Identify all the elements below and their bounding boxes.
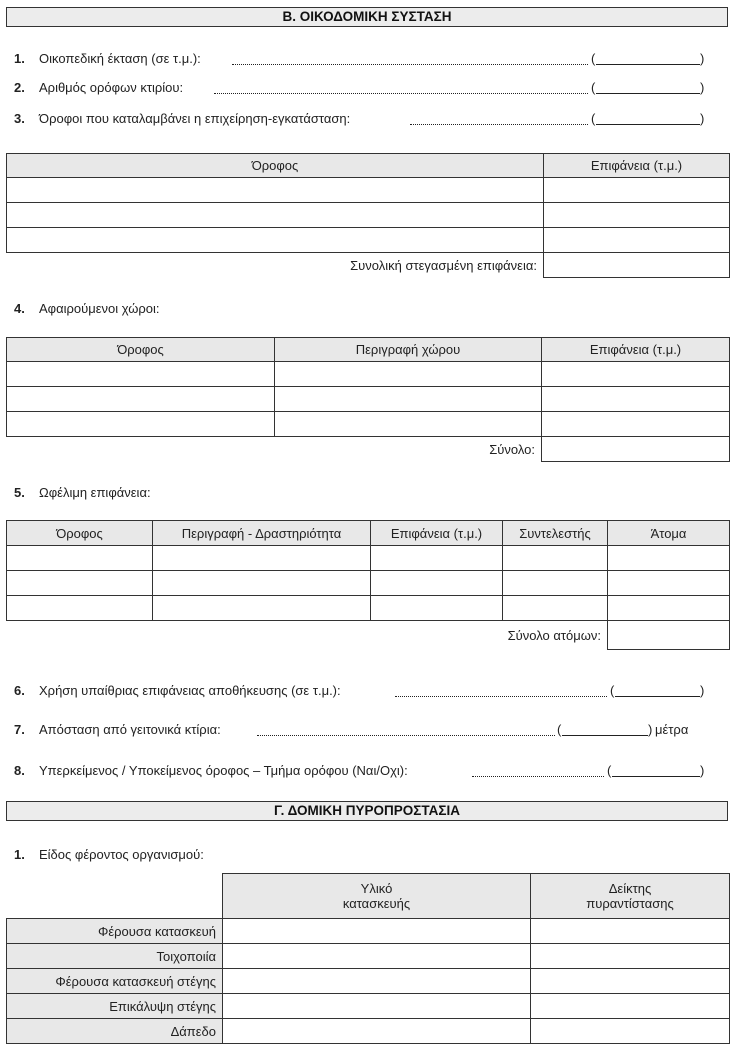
row-label-roof-covering: Επικάλυψη στέγης xyxy=(7,994,223,1019)
floors-header-area: Επιφάνεια (τ.μ.) xyxy=(544,154,730,178)
useful-header-activity: Περιγραφή - Δραστηριότητα xyxy=(153,521,371,546)
outdoor-storage-field[interactable] xyxy=(395,696,607,697)
area-cell[interactable] xyxy=(542,412,730,437)
table-row xyxy=(7,228,730,253)
fire-resistance-header: Δείκτης πυραντίστασης xyxy=(531,874,730,919)
neighbor-distance-unit-field[interactable] xyxy=(562,735,648,736)
deducted-total-cell[interactable] xyxy=(542,437,730,462)
above-below-floor-field[interactable] xyxy=(472,776,604,777)
section-c-title: Γ. ΔΟΜΙΚΗ ΠΥΡΟΠΡΟΣΤΑΣΙΑ xyxy=(6,801,728,821)
material-cell[interactable] xyxy=(223,969,531,994)
useful-header-persons: Άτομα xyxy=(608,521,730,546)
coefficient-cell[interactable] xyxy=(503,546,608,571)
fire-protection-table xyxy=(6,873,730,1044)
row-label-load-bearing: Φέρουσα κατασκευή xyxy=(7,919,223,944)
table-row xyxy=(7,571,730,596)
fire-index-cell[interactable] xyxy=(531,969,730,994)
floor-count-unit-field[interactable] xyxy=(596,93,700,94)
coefficient-cell[interactable] xyxy=(503,571,608,596)
meters-unit-label: μέτρα xyxy=(655,722,689,737)
area-cell[interactable] xyxy=(542,387,730,412)
question-2-floor-count: 2. Αριθμός ορόφων κτιρίου: xyxy=(14,80,184,95)
useful-area-table xyxy=(6,520,730,650)
area-cell[interactable] xyxy=(371,571,503,596)
persons-cell[interactable] xyxy=(608,571,730,596)
useful-header-area: Επιφάνεια (τ.μ.) xyxy=(371,521,503,546)
question-8-above-below-floor: 8. Υπερκείμενος / Υποκείμενος όροφος – Τμήμα ορόφου (Ναι/Οχι): xyxy=(14,763,408,778)
activity-cell[interactable] xyxy=(153,546,371,571)
table-row xyxy=(7,362,730,387)
fire-index-cell[interactable] xyxy=(531,919,730,944)
fire-index-cell[interactable] xyxy=(531,994,730,1019)
table-row xyxy=(7,546,730,571)
area-cell[interactable] xyxy=(544,203,730,228)
persons-cell[interactable] xyxy=(608,596,730,621)
floor-cell[interactable] xyxy=(7,546,153,571)
material-cell[interactable] xyxy=(223,919,531,944)
outdoor-storage-unit-field[interactable] xyxy=(615,696,700,697)
question-4-deducted-spaces: 4. Αφαιρούμενοι χώροι: xyxy=(14,301,160,316)
deducted-header-description: Περιγραφή χώρου xyxy=(275,338,542,362)
question-3-occupied-floors: 3. Όροφοι που καταλαμβάνει η επιχείρηση-εγκατάσταση: xyxy=(14,111,351,126)
row-label-masonry: Τοιχοποιία xyxy=(7,944,223,969)
table-row xyxy=(7,596,730,621)
useful-header-coefficient: Συντελεστής xyxy=(503,521,608,546)
deducted-total-label: Σύνολο: xyxy=(489,441,535,457)
floor-cell[interactable] xyxy=(7,596,153,621)
table-row xyxy=(7,919,730,944)
deducted-spaces-table xyxy=(6,337,730,462)
total-persons-label: Σύνολο ατόμων: xyxy=(507,627,601,643)
table-row xyxy=(7,412,730,437)
description-cell[interactable] xyxy=(275,412,542,437)
area-cell[interactable] xyxy=(542,362,730,387)
material-cell[interactable] xyxy=(223,944,531,969)
floor-cell[interactable] xyxy=(7,362,275,387)
description-cell[interactable] xyxy=(275,362,542,387)
floor-cell[interactable] xyxy=(7,228,544,253)
useful-header-floor: Όροφος xyxy=(7,521,153,546)
question-6-outdoor-storage: 6. Χρήση υπαίθριας επιφάνειας αποθήκευσης (σε τ.μ.): xyxy=(14,683,341,698)
question-7-neighbor-distance: 7. Απόσταση από γειτονικά κτίρια: xyxy=(14,722,221,737)
occupied-floors-field[interactable] xyxy=(410,124,588,125)
coefficient-cell[interactable] xyxy=(503,596,608,621)
material-header: Υλικό κατασκευής xyxy=(223,874,531,919)
area-cell[interactable] xyxy=(371,596,503,621)
floors-header-floor: Όροφος xyxy=(7,154,544,178)
land-area-field[interactable] xyxy=(232,64,588,65)
neighbor-distance-field[interactable] xyxy=(257,735,555,736)
question-5-useful-area: 5. Ωφέλιμη επιφάνεια: xyxy=(14,485,151,500)
land-area-unit-field[interactable] xyxy=(596,64,700,65)
area-cell[interactable] xyxy=(544,178,730,203)
activity-cell[interactable] xyxy=(153,596,371,621)
table-row xyxy=(7,203,730,228)
table-row xyxy=(7,994,730,1019)
deducted-header-area: Επιφάνεια (τ.μ.) xyxy=(542,338,730,362)
floors-area-table xyxy=(6,153,730,278)
area-cell[interactable] xyxy=(371,546,503,571)
table-row xyxy=(7,178,730,203)
floor-cell[interactable] xyxy=(7,571,153,596)
fire-index-cell[interactable] xyxy=(531,944,730,969)
above-below-floor-unit-field[interactable] xyxy=(612,776,700,777)
row-label-floor: Δάπεδο xyxy=(7,1019,223,1044)
total-covered-area-label: Συνολική στεγασμένη επιφάνεια: xyxy=(350,257,537,273)
material-cell[interactable] xyxy=(223,1019,531,1044)
total-persons-cell[interactable] xyxy=(608,621,730,650)
occupied-floors-unit-field[interactable] xyxy=(596,124,700,125)
persons-cell[interactable] xyxy=(608,546,730,571)
floor-cell[interactable] xyxy=(7,387,275,412)
total-covered-area-cell[interactable] xyxy=(544,253,730,278)
area-cell[interactable] xyxy=(544,228,730,253)
table-row xyxy=(7,944,730,969)
table-row xyxy=(7,1019,730,1044)
table-row xyxy=(7,387,730,412)
question-1-land-area: 1. Οικοπεδική έκταση (σε τ.μ.): xyxy=(14,51,201,66)
table-row xyxy=(7,969,730,994)
floor-cell[interactable] xyxy=(7,178,544,203)
description-cell[interactable] xyxy=(275,387,542,412)
row-label-roof-structure: Φέρουσα κατασκευή στέγης xyxy=(7,969,223,994)
activity-cell[interactable] xyxy=(153,571,371,596)
section-b-title: Β. ΟΙΚΟΔΟΜΙΚΗ ΣΥΣΤΑΣΗ xyxy=(6,7,728,27)
material-cell[interactable] xyxy=(223,994,531,1019)
floor-count-field[interactable] xyxy=(214,93,588,94)
question-c1-load-bearing-type: 1. Είδος φέροντος οργανισμού: xyxy=(14,847,204,862)
floor-cell[interactable] xyxy=(7,412,275,437)
fire-index-cell[interactable] xyxy=(531,1019,730,1044)
deducted-header-floor: Όροφος xyxy=(7,338,275,362)
floor-cell[interactable] xyxy=(7,203,544,228)
